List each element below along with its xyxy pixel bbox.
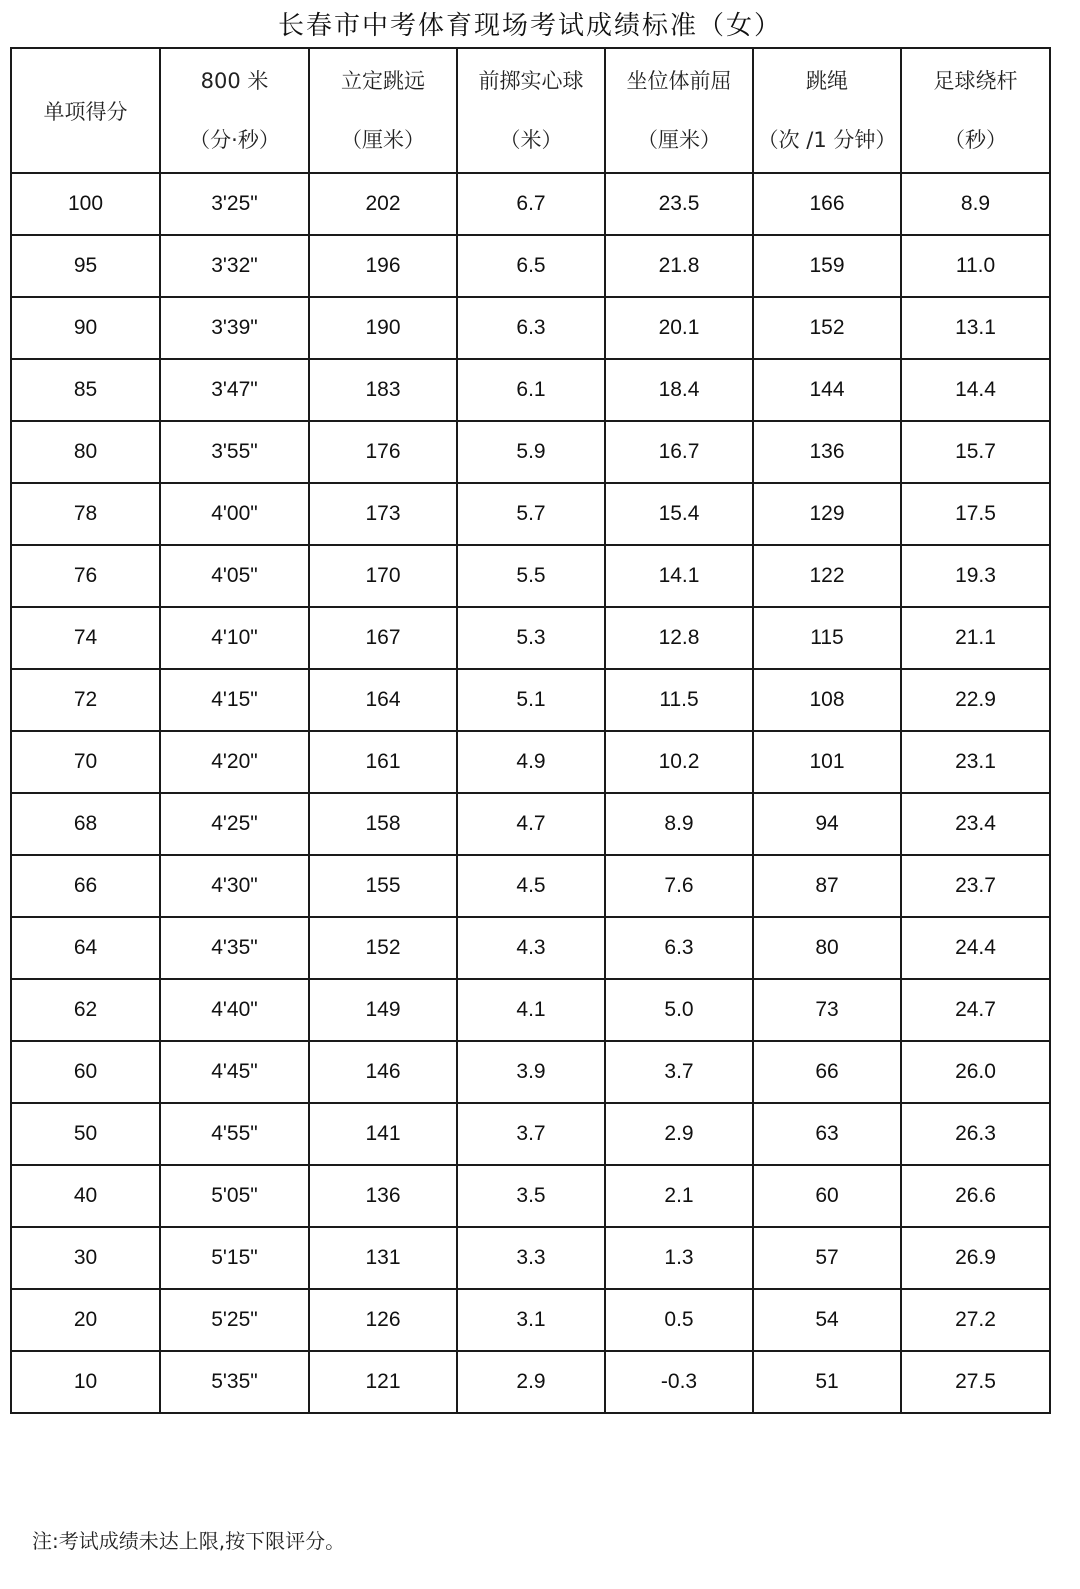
cell-score: 40 bbox=[11, 1165, 160, 1227]
cell-medicine-ball: 4.1 bbox=[457, 979, 605, 1041]
header-unit: （米） bbox=[499, 128, 563, 152]
cell-score: 60 bbox=[11, 1041, 160, 1103]
cell-sit-and-reach: 6.3 bbox=[605, 917, 753, 979]
cell-jump-rope: 144 bbox=[753, 359, 901, 421]
document-title: 长春市中考体育现场考试成绩标准（女） bbox=[277, 11, 782, 41]
cell-jump-rope: 73 bbox=[753, 979, 901, 1041]
cell-800m-time: 5'35" bbox=[160, 1351, 309, 1413]
cell-800m-time: 3'32" bbox=[160, 235, 309, 297]
table-row bbox=[11, 359, 1050, 421]
cell-sit-and-reach: 8.9 bbox=[605, 793, 753, 855]
cell-jump-rope: 60 bbox=[753, 1165, 901, 1227]
cell-long-jump: 155 bbox=[309, 855, 457, 917]
table-row bbox=[11, 731, 1050, 793]
cell-jump-rope: 129 bbox=[753, 483, 901, 545]
header-label: 足球绕杆 bbox=[933, 69, 1018, 93]
header-unit: （次 /1 分钟） bbox=[757, 128, 897, 152]
table-row bbox=[11, 1289, 1050, 1351]
cell-sit-and-reach: 1.3 bbox=[605, 1227, 753, 1289]
cell-800m-time: 3'39" bbox=[160, 297, 309, 359]
header-cell-800m bbox=[160, 48, 309, 173]
cell-medicine-ball: 3.5 bbox=[457, 1165, 605, 1227]
cell-800m-time: 5'25" bbox=[160, 1289, 309, 1351]
cell-score: 50 bbox=[11, 1103, 160, 1165]
header-cell-score bbox=[11, 48, 160, 173]
cell-football-dribble: 23.7 bbox=[901, 855, 1050, 917]
table-row bbox=[11, 1165, 1050, 1227]
cell-score: 64 bbox=[11, 917, 160, 979]
cell-800m-time: 3'47" bbox=[160, 359, 309, 421]
cell-medicine-ball: 6.7 bbox=[457, 173, 605, 235]
table-row bbox=[11, 979, 1050, 1041]
cell-800m-time: 4'25" bbox=[160, 793, 309, 855]
cell-jump-rope: 152 bbox=[753, 297, 901, 359]
cell-long-jump: 131 bbox=[309, 1227, 457, 1289]
cell-long-jump: 202 bbox=[309, 173, 457, 235]
cell-sit-and-reach: 15.4 bbox=[605, 483, 753, 545]
cell-sit-and-reach: 16.7 bbox=[605, 421, 753, 483]
cell-800m-time: 4'30" bbox=[160, 855, 309, 917]
cell-medicine-ball: 6.1 bbox=[457, 359, 605, 421]
cell-football-dribble: 27.5 bbox=[901, 1351, 1050, 1413]
cell-football-dribble: 26.3 bbox=[901, 1103, 1050, 1165]
cell-medicine-ball: 5.5 bbox=[457, 545, 605, 607]
header-unit: （秒） bbox=[944, 128, 1007, 152]
cell-score: 66 bbox=[11, 855, 160, 917]
cell-football-dribble: 27.2 bbox=[901, 1289, 1050, 1351]
cell-800m-time: 5'15" bbox=[160, 1227, 309, 1289]
cell-football-dribble: 17.5 bbox=[901, 483, 1050, 545]
cell-jump-rope: 66 bbox=[753, 1041, 901, 1103]
cell-long-jump: 158 bbox=[309, 793, 457, 855]
cell-football-dribble: 14.4 bbox=[901, 359, 1050, 421]
cell-long-jump: 161 bbox=[309, 731, 457, 793]
cell-long-jump: 190 bbox=[309, 297, 457, 359]
cell-football-dribble: 19.3 bbox=[901, 545, 1050, 607]
cell-jump-rope: 63 bbox=[753, 1103, 901, 1165]
cell-long-jump: 183 bbox=[309, 359, 457, 421]
cell-medicine-ball: 3.9 bbox=[457, 1041, 605, 1103]
cell-800m-time: 3'55" bbox=[160, 421, 309, 483]
cell-football-dribble: 21.1 bbox=[901, 607, 1050, 669]
cell-800m-time: 4'45" bbox=[160, 1041, 309, 1103]
cell-long-jump: 196 bbox=[309, 235, 457, 297]
cell-sit-and-reach: 2.1 bbox=[605, 1165, 753, 1227]
cell-football-dribble: 11.0 bbox=[901, 235, 1050, 297]
cell-medicine-ball: 3.3 bbox=[457, 1227, 605, 1289]
cell-long-jump: 121 bbox=[309, 1351, 457, 1413]
table-row bbox=[11, 235, 1050, 297]
cell-800m-time: 4'00" bbox=[160, 483, 309, 545]
score-standard-table bbox=[10, 47, 1051, 1414]
header-label: 跳绳 bbox=[806, 69, 848, 93]
cell-medicine-ball: 3.1 bbox=[457, 1289, 605, 1351]
cell-800m-time: 4'05" bbox=[160, 545, 309, 607]
cell-sit-and-reach: 7.6 bbox=[605, 855, 753, 917]
cell-score: 74 bbox=[11, 607, 160, 669]
header-cell-sit-and-reach bbox=[605, 48, 753, 173]
cell-sit-and-reach: -0.3 bbox=[605, 1351, 753, 1413]
table-row bbox=[11, 545, 1050, 607]
cell-score: 78 bbox=[11, 483, 160, 545]
cell-jump-rope: 122 bbox=[753, 545, 901, 607]
cell-score: 20 bbox=[11, 1289, 160, 1351]
cell-sit-and-reach: 11.5 bbox=[605, 669, 753, 731]
cell-jump-rope: 136 bbox=[753, 421, 901, 483]
cell-medicine-ball: 5.7 bbox=[457, 483, 605, 545]
table-row bbox=[11, 607, 1050, 669]
cell-football-dribble: 26.6 bbox=[901, 1165, 1050, 1227]
cell-score: 85 bbox=[11, 359, 160, 421]
cell-football-dribble: 8.9 bbox=[901, 173, 1050, 235]
cell-long-jump: 149 bbox=[309, 979, 457, 1041]
cell-jump-rope: 166 bbox=[753, 173, 901, 235]
cell-football-dribble: 22.9 bbox=[901, 669, 1050, 731]
cell-score: 100 bbox=[11, 173, 160, 235]
table-row bbox=[11, 483, 1050, 545]
cell-long-jump: 146 bbox=[309, 1041, 457, 1103]
cell-long-jump: 152 bbox=[309, 917, 457, 979]
cell-long-jump: 176 bbox=[309, 421, 457, 483]
header-cell-medicine-ball bbox=[457, 48, 605, 173]
cell-long-jump: 126 bbox=[309, 1289, 457, 1351]
cell-medicine-ball: 4.5 bbox=[457, 855, 605, 917]
table-row bbox=[11, 1103, 1050, 1165]
cell-800m-time: 4'10" bbox=[160, 607, 309, 669]
cell-jump-rope: 94 bbox=[753, 793, 901, 855]
cell-medicine-ball: 5.9 bbox=[457, 421, 605, 483]
header-unit: （厘米） bbox=[637, 128, 721, 152]
cell-800m-time: 4'55" bbox=[160, 1103, 309, 1165]
header-cell-standing-long-jump bbox=[309, 48, 457, 173]
cell-sit-and-reach: 10.2 bbox=[605, 731, 753, 793]
cell-medicine-ball: 3.7 bbox=[457, 1103, 605, 1165]
cell-football-dribble: 13.1 bbox=[901, 297, 1050, 359]
cell-football-dribble: 23.1 bbox=[901, 731, 1050, 793]
cell-score: 90 bbox=[11, 297, 160, 359]
cell-score: 30 bbox=[11, 1227, 160, 1289]
cell-sit-and-reach: 20.1 bbox=[605, 297, 753, 359]
cell-sit-and-reach: 3.7 bbox=[605, 1041, 753, 1103]
table-row bbox=[11, 1041, 1050, 1103]
cell-jump-rope: 159 bbox=[753, 235, 901, 297]
cell-800m-time: 4'35" bbox=[160, 917, 309, 979]
cell-football-dribble: 26.0 bbox=[901, 1041, 1050, 1103]
cell-score: 72 bbox=[11, 669, 160, 731]
footnote: 注:考试成绩未达上限,按下限评分。 bbox=[32, 1529, 346, 1553]
header-cell-jump-rope bbox=[753, 48, 901, 173]
cell-jump-rope: 57 bbox=[753, 1227, 901, 1289]
header-label: 800 米 bbox=[200, 69, 269, 93]
cell-medicine-ball: 6.5 bbox=[457, 235, 605, 297]
cell-sit-and-reach: 12.8 bbox=[605, 607, 753, 669]
cell-800m-time: 3'25" bbox=[160, 173, 309, 235]
cell-medicine-ball: 4.7 bbox=[457, 793, 605, 855]
cell-long-jump: 167 bbox=[309, 607, 457, 669]
header-label: 坐位体前屈 bbox=[626, 69, 732, 93]
cell-800m-time: 5'05" bbox=[160, 1165, 309, 1227]
table-row bbox=[11, 793, 1050, 855]
header-label: 单项得分 bbox=[43, 99, 128, 124]
cell-jump-rope: 115 bbox=[753, 607, 901, 669]
header-unit: （分·秒） bbox=[189, 128, 280, 152]
cell-football-dribble: 24.7 bbox=[901, 979, 1050, 1041]
cell-jump-rope: 108 bbox=[753, 669, 901, 731]
header-unit: （厘米） bbox=[341, 128, 425, 152]
cell-long-jump: 141 bbox=[309, 1103, 457, 1165]
cell-sit-and-reach: 14.1 bbox=[605, 545, 753, 607]
cell-score: 80 bbox=[11, 421, 160, 483]
cell-sit-and-reach: 5.0 bbox=[605, 979, 753, 1041]
table-row bbox=[11, 917, 1050, 979]
table-row bbox=[11, 1227, 1050, 1289]
cell-sit-and-reach: 23.5 bbox=[605, 173, 753, 235]
cell-sit-and-reach: 0.5 bbox=[605, 1289, 753, 1351]
cell-medicine-ball: 4.3 bbox=[457, 917, 605, 979]
cell-medicine-ball: 5.3 bbox=[457, 607, 605, 669]
cell-score: 68 bbox=[11, 793, 160, 855]
cell-sit-and-reach: 21.8 bbox=[605, 235, 753, 297]
cell-score: 70 bbox=[11, 731, 160, 793]
cell-jump-rope: 80 bbox=[753, 917, 901, 979]
cell-800m-time: 4'20" bbox=[160, 731, 309, 793]
table-row bbox=[11, 855, 1050, 917]
cell-football-dribble: 23.4 bbox=[901, 793, 1050, 855]
cell-medicine-ball: 2.9 bbox=[457, 1351, 605, 1413]
cell-medicine-ball: 5.1 bbox=[457, 669, 605, 731]
table-row bbox=[11, 421, 1050, 483]
cell-sit-and-reach: 2.9 bbox=[605, 1103, 753, 1165]
cell-800m-time: 4'40" bbox=[160, 979, 309, 1041]
cell-score: 62 bbox=[11, 979, 160, 1041]
header-label: 前掷实心球 bbox=[478, 69, 584, 93]
cell-medicine-ball: 4.9 bbox=[457, 731, 605, 793]
cell-football-dribble: 24.4 bbox=[901, 917, 1050, 979]
cell-long-jump: 164 bbox=[309, 669, 457, 731]
cell-long-jump: 173 bbox=[309, 483, 457, 545]
cell-jump-rope: 54 bbox=[753, 1289, 901, 1351]
cell-score: 10 bbox=[11, 1351, 160, 1413]
cell-long-jump: 170 bbox=[309, 545, 457, 607]
cell-jump-rope: 101 bbox=[753, 731, 901, 793]
cell-jump-rope: 51 bbox=[753, 1351, 901, 1413]
cell-jump-rope: 87 bbox=[753, 855, 901, 917]
table-row bbox=[11, 669, 1050, 731]
table-header-row bbox=[11, 48, 1050, 173]
cell-medicine-ball: 6.3 bbox=[457, 297, 605, 359]
cell-800m-time: 4'15" bbox=[160, 669, 309, 731]
header-cell-football-dribble bbox=[901, 48, 1050, 173]
table-row bbox=[11, 297, 1050, 359]
cell-score: 95 bbox=[11, 235, 160, 297]
table-row bbox=[11, 173, 1050, 235]
cell-sit-and-reach: 18.4 bbox=[605, 359, 753, 421]
header-label: 立定跳远 bbox=[341, 69, 425, 93]
cell-long-jump: 136 bbox=[309, 1165, 457, 1227]
cell-score: 76 bbox=[11, 545, 160, 607]
cell-football-dribble: 15.7 bbox=[901, 421, 1050, 483]
table-row bbox=[11, 1351, 1050, 1413]
cell-football-dribble: 26.9 bbox=[901, 1227, 1050, 1289]
